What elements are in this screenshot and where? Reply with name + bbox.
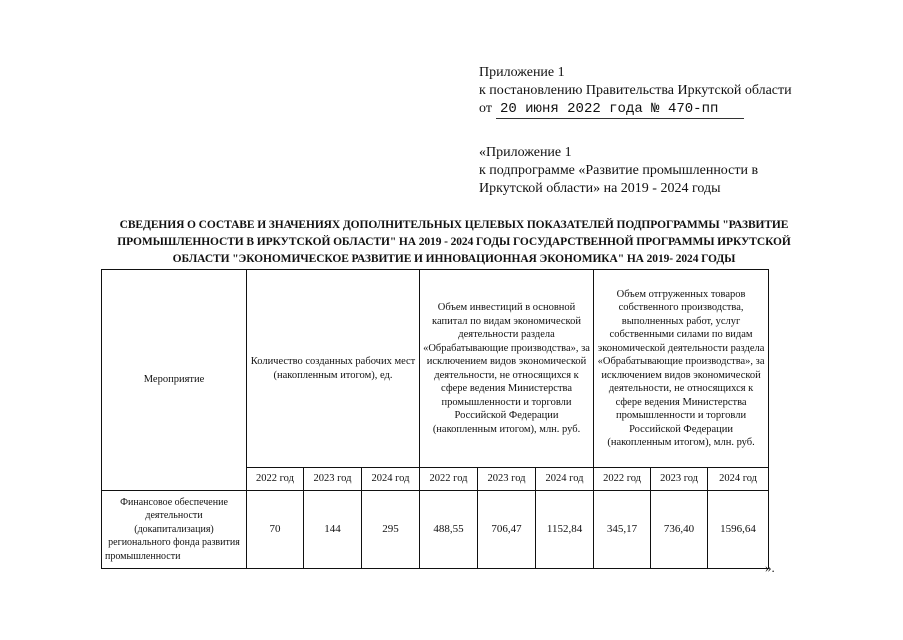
year-header: 2024 год [536, 468, 594, 491]
appendix-label: Приложение 1 [479, 65, 565, 80]
decree-date-number: 20 июня 2022 года № 470-пп [496, 100, 744, 119]
indicators-table [101, 269, 769, 569]
header-investments: Объем инвестиций в основной капитал по видам экономической деятельности раздела «Обрабатывающие производства», за исключением видов экономической деятельности, не относящихся к сфере ведения Министерства промышленности и торговли Российской Федерации (накопленным итогом), млн. руб. [420, 270, 594, 468]
table-cell: 1596,64 [708, 491, 769, 569]
year-header: 2024 год [708, 468, 769, 491]
table-cell: 70 [247, 491, 304, 569]
year-header: 2022 год [420, 468, 478, 491]
year-header: 2023 год [651, 468, 708, 491]
appendix-decree-ref: к постановлению Правительства Иркутской области [479, 83, 792, 98]
subprogram-period: Иркутской области» на 2019 - 2024 годы [479, 181, 721, 196]
year-header: 2024 год [362, 468, 420, 491]
row-measure: Финансовое обеспечение деятельности (докапитализация) регионального фонда развития промышленности [102, 491, 247, 569]
year-header: 2022 год [594, 468, 651, 491]
header-jobs: Количество созданных рабочих мест (накопленным итогом), ед. [247, 270, 420, 468]
header-measure: Мероприятие [102, 270, 247, 491]
appendix-decree-line [479, 100, 792, 119]
table-header-row [102, 270, 769, 468]
document-title: СВЕДЕНИЯ О СОСТАВЕ И ЗНАЧЕНИЯХ ДОПОЛНИТЕЛЬНЫХ ЦЕЛЕВЫХ ПОКАЗАТЕЛЕЙ ПОДПРОГРАММЫ "РАЗВИТИЕ ПРОМЫШЛЕННОСТИ В ИРКУТСКОЙ ОБЛАСТИ" НА 2019 - 2024 ГОДЫ ГОСУДАРСТВЕННОЙ ПРОГРАММЫ ИРКУТСКОЙ ОБЛАСТИ "ЭКОНОМИЧЕСКОЕ РАЗВИТИЕ И ИННОВАЦИОННАЯ ЭКОНОМИКА" НА 2019- 2024 ГОДЫ [117, 219, 791, 265]
subprogram-ref: к подпрограмме «Развитие промышленности в [479, 163, 759, 178]
table-cell: 488,55 [420, 491, 478, 569]
header-shipped-goods: Объем отгруженных товаров собственного производства, выполненных работ, услуг собственными силами по видам экономической деятельности раздела «Обрабатывающие производства», за исключением видов экономической деятельности, не относящихся к сфере ведения Министерства промышленности и торговли Российской Федерации (накопленным итогом), млн. руб. [594, 270, 769, 468]
decree-from-label: от [479, 101, 492, 116]
table-cell: 144 [304, 491, 362, 569]
year-header: 2022 год [247, 468, 304, 491]
table-cell: 736,40 [651, 491, 708, 569]
appendix-header [479, 64, 792, 119]
closing-quote: ». [765, 560, 775, 575]
year-header: 2023 год [478, 468, 536, 491]
table-cell: 706,47 [478, 491, 536, 569]
subprogram-header [479, 144, 758, 198]
table-row [102, 491, 769, 569]
year-header: 2023 год [304, 468, 362, 491]
subprogram-label: «Приложение 1 [479, 145, 572, 160]
table-cell: 1152,84 [536, 491, 594, 569]
table-cell: 345,17 [594, 491, 651, 569]
table-cell: 295 [362, 491, 420, 569]
